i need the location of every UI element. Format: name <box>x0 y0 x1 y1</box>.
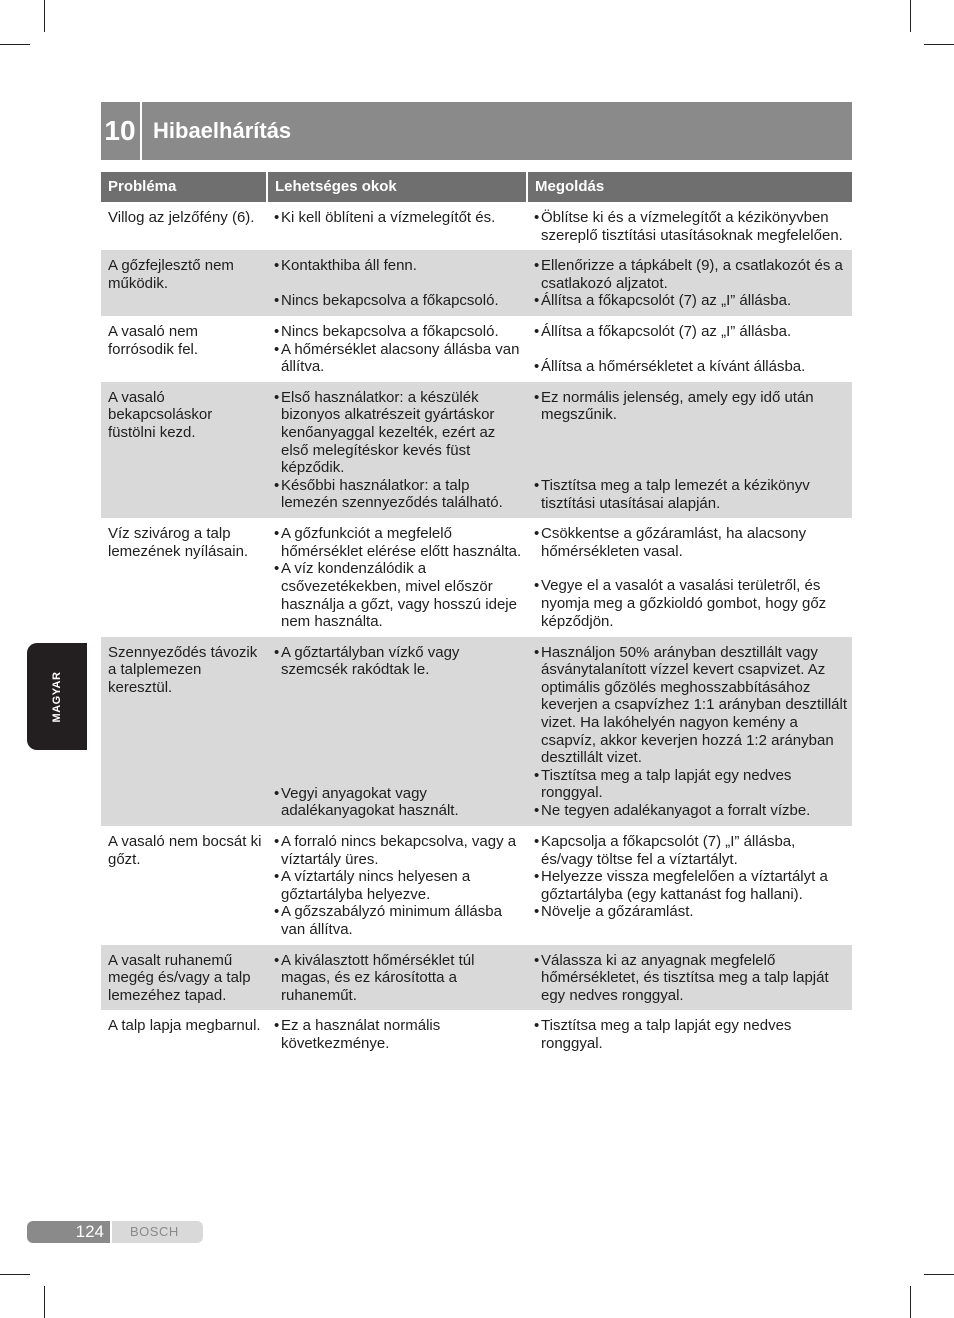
cause-item: • Kontakthiba áll fenn. <box>274 257 523 275</box>
solutions-cell <box>527 202 852 250</box>
section-number: 10 <box>104 115 136 146</box>
crop-mark <box>0 44 30 45</box>
table-row <box>101 202 852 250</box>
problem-cell: A vasaló nem forrósodik fel. <box>108 322 199 358</box>
causes-list <box>274 257 523 309</box>
cause-item: • A gőztartályban vízkő vagy szemcsék rakódtak le. <box>274 644 523 679</box>
solution-item: • Ne tegyen adalékanyagot a forralt vízbe. <box>534 802 848 820</box>
causes-list <box>274 1017 523 1052</box>
cause-item: • A kiválasztott hőmérséklet túl magas, és ez károsította a ruhaneműt. <box>274 952 523 1005</box>
solutions-list <box>534 257 848 310</box>
column-header-problem: Probléma <box>101 172 267 202</box>
solution-item: • Használjon 50% arányban desztillált vagy ásványtalanított vízzel kevert csapvizet. Az optimális gőzölés meghosszabbításához keverjen a csapvízhez 1:1 arányban desztillált vizet. Ha lakóhelyén nagyon kemény a csapvíz, akkor keverjen hozzá 1:2 arányban desztillált vizet. <box>534 644 848 767</box>
causes-cell <box>267 518 527 637</box>
solutions-list <box>534 952 848 1005</box>
causes-cell <box>267 826 527 945</box>
cause-item: • Ki kell öblíteni a vízmelegítőt és. <box>274 209 523 227</box>
crop-mark <box>924 44 954 45</box>
solution-item: • Állítsa a hőmérsékletet a kívánt állásba. <box>534 358 848 376</box>
solutions-list <box>534 209 848 244</box>
problem-cell: A talp lapja megbarnul. <box>108 1017 261 1035</box>
causes-list <box>274 323 523 376</box>
solution-item: • Tisztítsa meg a talp lapját egy nedves ronggyal. <box>534 767 848 802</box>
crop-mark <box>910 0 911 32</box>
problem-cell: A gőzfejlesztő nem működik. <box>101 250 267 316</box>
language-tab-label: MAGYAR <box>51 671 63 722</box>
solutions-cell <box>527 316 852 382</box>
cause-item: • A forraló nincs bekapcsolva, vagy a víztartály üres. <box>274 833 523 868</box>
causes-cell <box>267 382 527 518</box>
problem-cell: A vasaló nem bocsát ki gőzt. <box>108 833 262 868</box>
page-number: 124 <box>27 1221 110 1243</box>
cause-item: • Későbbi használatkor: a talp lemezén szennyeződés található. <box>274 477 523 512</box>
solutions-cell <box>527 518 852 637</box>
solutions-list <box>534 525 848 630</box>
causes-cell <box>267 316 527 382</box>
cause-item: • Első használatkor: a készülék bizonyos alkatrészeit gyártáskor kenőanyaggal kezelték, ezért az első melegítéskor kevés füst képződik. <box>274 389 523 477</box>
solutions-list <box>534 389 848 512</box>
table-row <box>101 1010 852 1058</box>
causes-list <box>274 525 523 631</box>
cause-item: • A víz kondenzálódik a csővezetékekben, mivel először használja a gőzt, vagy hosszú ideje nem használta. <box>274 560 523 630</box>
causes-cell <box>267 202 527 250</box>
solution-item: • Ez normális jelenség, amely egy idő után megszűnik. <box>534 389 848 424</box>
solution-item: • Helyezze vissza megfelelően a víztartályt a gőztartályba (egy kattanást fog hallani). <box>534 868 848 903</box>
cause-item: • A hőmérséklet alacsony állásba van állítva. <box>274 341 523 376</box>
solution-item: • Tisztítsa meg a talp lapját egy nedves ronggyal. <box>534 1017 848 1052</box>
crop-mark <box>44 1286 45 1318</box>
solution-item: • Csökkentse a gőzáramlást, ha alacsony hőmérsékleten vasal. <box>534 525 848 560</box>
causes-list <box>274 833 523 939</box>
table-body <box>101 202 852 1059</box>
crop-mark <box>910 1286 911 1318</box>
column-header-causes: Lehetséges okok <box>267 172 527 202</box>
table-row <box>101 945 852 1011</box>
table-row <box>101 826 852 945</box>
section-header <box>101 102 852 160</box>
solution-item: • Állítsa a főkapcsolót (7) az „I” állásba. <box>534 323 848 341</box>
table-row <box>101 316 852 382</box>
problem-cell: A vasalt ruhanemű megég és/vagy a talp lemezéhez tapad. <box>101 945 267 1011</box>
cause-item: • A gőzfunkciót a megfelelő hőmérséklet elérése előtt használta. <box>274 525 523 560</box>
causes-list <box>274 952 523 1005</box>
causes-list <box>274 389 523 512</box>
causes-cell <box>267 1010 527 1058</box>
solutions-list <box>534 1017 848 1052</box>
causes-cell <box>267 637 527 826</box>
causes-list <box>274 209 523 227</box>
solution-item: • Növelje a gőzáramlást. <box>534 903 848 921</box>
solution-item: • Tisztítsa meg a talp lemezét a kézikönyv tisztítási utasításai alapján. <box>534 477 848 512</box>
cause-item: • Vegyi anyagokat vagy adalékanyagokat használt. <box>274 785 523 820</box>
problem-cell: Szennyeződés távozik a talplemezen keresztül. <box>101 637 267 826</box>
language-tab <box>27 643 87 750</box>
solutions-cell <box>527 945 852 1011</box>
cause-item: • Nincs bekapcsolva a főkapcsoló. <box>274 323 523 341</box>
solution-item: • Válassza ki az anyagnak megfelelő hőmérsékletet, és tisztítsa meg a talp lapját egy nedves ronggyal. <box>534 952 848 1005</box>
cause-item: • Ez a használat normális következménye. <box>274 1017 523 1052</box>
column-header-solutions: Megoldás <box>527 172 852 202</box>
solutions-list <box>534 833 848 921</box>
solutions-cell <box>527 637 852 826</box>
table-header-row <box>101 172 852 202</box>
crop-mark <box>44 0 45 32</box>
table-row <box>101 637 852 826</box>
causes-list <box>274 644 523 820</box>
causes-cell <box>267 250 527 316</box>
solution-item: • Öblítse ki és a vízmelegítőt a kézikönyvben szereplő tisztítási utasításoknak megfelelően. <box>534 209 848 244</box>
header-divider <box>140 102 142 160</box>
solution-item: • Állítsa a főkapcsolót (7) az „I” állásba. <box>534 292 848 310</box>
cause-item: • A víztartály nincs helyesen a gőztartályba helyezve. <box>274 868 523 903</box>
table-row <box>101 518 852 637</box>
solutions-cell <box>527 382 852 518</box>
troubleshooting-table <box>101 172 852 1059</box>
problem-cell: A vasaló bekapcsoláskor füstölni kezd. <box>101 382 267 518</box>
problem-cell: Villog az jelzőfény (6). <box>108 209 255 226</box>
table-row <box>101 382 852 518</box>
solutions-cell <box>527 826 852 945</box>
cause-item: • A gőzszabályzó minimum állásba van állítva. <box>274 903 523 938</box>
page-title: Hibaelhárítás <box>153 118 292 143</box>
brand-label: BOSCH <box>112 1221 203 1243</box>
solutions-cell <box>527 1010 852 1058</box>
solutions-list <box>534 323 848 375</box>
problem-cell: Víz szivárog a talp lemezének nyílásain. <box>108 525 249 560</box>
solution-item: • Vegye el a vasalót a vasalási területről, és nyomja meg a gőzkioldó gombot, hogy gőz képződjön. <box>534 577 848 630</box>
solution-item: • Ellenőrizze a tápkábelt (9), a csatlakozót és a csatlakozó aljzatot. <box>534 257 848 292</box>
crop-mark <box>924 1274 954 1275</box>
cause-item: • Nincs bekapcsolva a főkapcsoló. <box>274 292 523 310</box>
solutions-list <box>534 644 848 820</box>
solution-item: • Kapcsolja a főkapcsolót (7) „I” állásba, és/vagy töltse fel a víztartályt. <box>534 833 848 868</box>
causes-cell <box>267 945 527 1011</box>
solutions-cell <box>527 250 852 316</box>
crop-mark <box>0 1274 30 1275</box>
table-row <box>101 250 852 316</box>
